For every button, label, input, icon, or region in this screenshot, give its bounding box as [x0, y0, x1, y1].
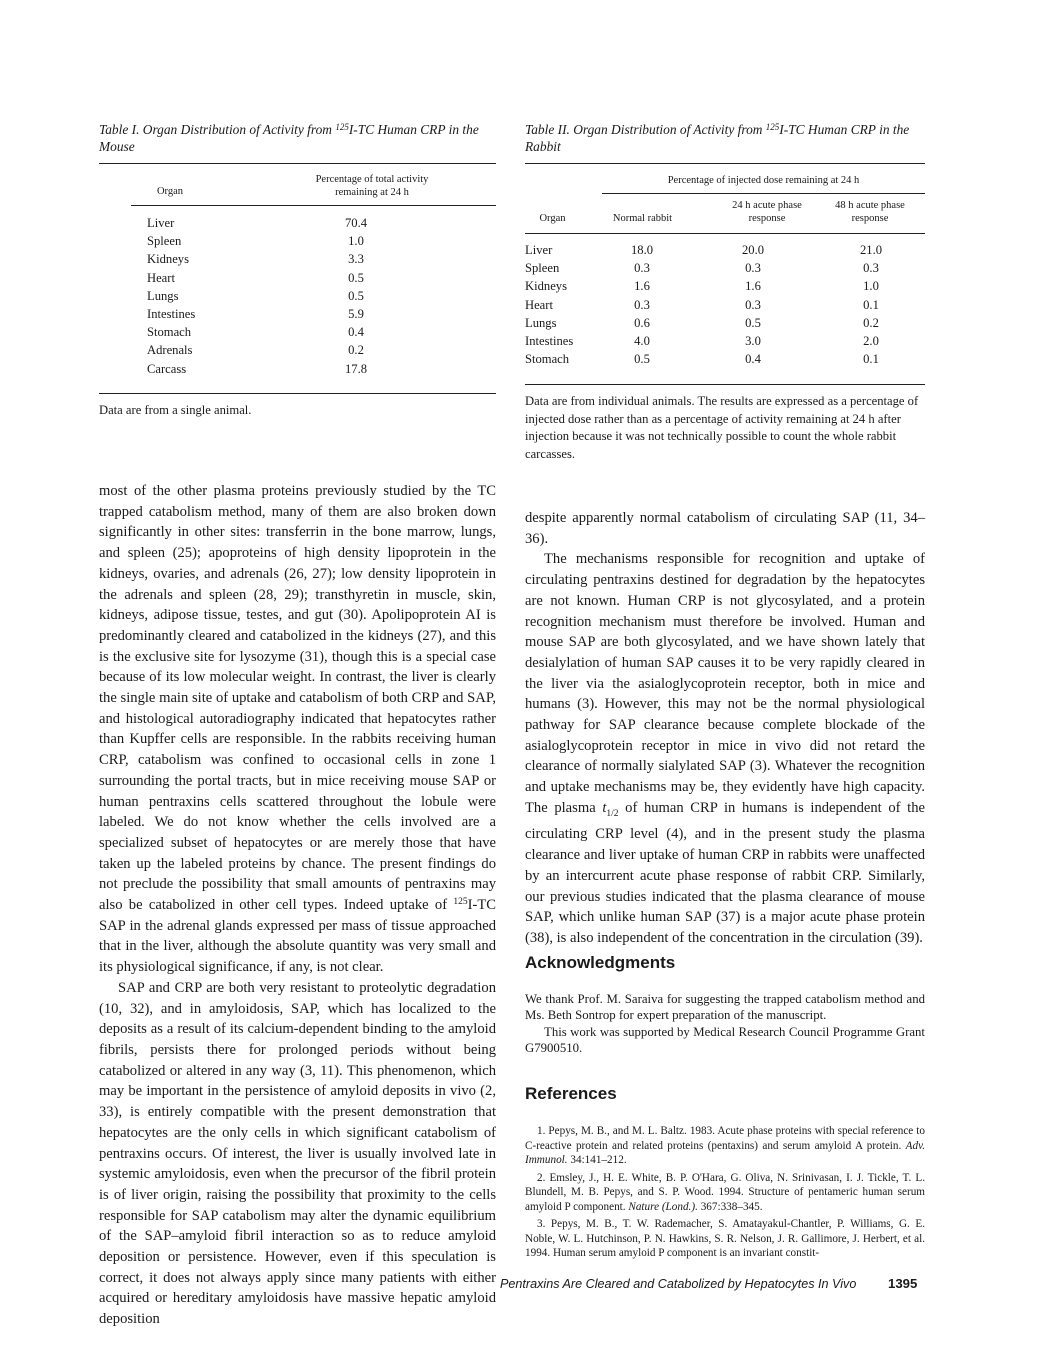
table-row: Carcass 17.8	[147, 361, 368, 376]
table-row: Kidneys 1.6 1.6 1.0	[525, 279, 879, 294]
table2-body	[525, 241, 908, 368]
references-heading: References	[525, 1084, 617, 1103]
table2-header-organ: Organ	[539, 213, 566, 224]
table2-caption: Table II. Organ Distribution of Activity from $^{125}$I-TC Human CRP in the Rabbit	[525, 122, 910, 154]
running-title: Pentraxins Are Cleared and Catabolized by Hepatocytes In Vivo	[500, 1277, 857, 1291]
table-row: Heart 0.3 0.3 0.1	[525, 297, 879, 312]
table1-footnote: Data are from a single animal.	[99, 403, 252, 417]
reference-item: 1. Pepys, M. B., and M. L. Baltz. 1983. Acute phase proteins with special reference to C-reactive protein and related proteins (pentaxins) and serum amyloid A protein. Adv. Immunol. 34:141–212.	[525, 1125, 925, 1166]
left-column-text	[99, 481, 496, 1330]
table2-header-24h: 24 h acute phase response	[732, 200, 802, 224]
table1-header-rule	[131, 205, 496, 206]
body-paragraph: SAP and CRP are both very resistant to proteolytic degradation (10, 32), and in amyloidosis, SAP, which has localized to the deposits as a result of its calcium-dependent binding to the amyloid fibrils, persists there for prolonged periods without being catabolized or altered in any way (3, 11). This phenomenon, which may be important in the persistence of amyloid deposits in vivo (2, 33), is entirely compatible with the present demonstration that hepatocytes are the only cells in which significant catabolism of pentraxins occurs. Of interest, the liver is usually involved late in systemic amyloidosis, even when the precursor of the fibril protein is of liver origin, raising the possibility that proximity to the cells responsible for SAP catabolism may alter the dynamic equilibrium of the SAP–amyloid fibril interaction so as to reduce amyloid deposition or persistence. However, even if this speculation is correct, it does not always apply since many patients with either acquired or hereditary amyloidosis have massive hepatic amyloid deposition	[99, 979, 496, 1328]
acknowledgments-text: We thank Prof. M. Saraiva for suggesting the trapped catabolism method and Ms. Beth Sontrop for expert preparation of the manuscript. This work was supported by Medical Research Council Programme Grant G7900510.	[525, 992, 925, 1055]
table2-group-rule	[602, 193, 925, 194]
reference-item: 2. Emsley, J., H. E. White, B. P. O'Hara, G. Oliva, N. Srinivasan, I. J. Tickle, T. L. Blundell, M. B. Pepys, and S. P. Wood. 1994. Structure of pentameric human serum amyloid P component. Nature (Lond.). 367:338–345.	[525, 1171, 925, 1213]
acknowledgments-heading: Acknowledgments	[525, 953, 676, 972]
body-paragraph: despite apparently normal catabolism of circulating SAP (11, 34–36).	[525, 510, 925, 547]
table1-top-rule	[99, 163, 496, 164]
table2-footnote: Data are from individual animals. The results are expressed as a percentage of injected dose rather than as a percentage of activity remaining at 24 h after injection because it was not technically possible to count the whole rabbit carcasses.	[525, 394, 919, 461]
right-column-text	[525, 508, 925, 949]
table1-caption: Table I. Organ Distribution of Activity from $^{125}$I-TC Human CRP in the Mouse	[99, 122, 479, 154]
table1-header-activity: Percentage of total activity remaining at 24 h	[315, 174, 429, 198]
table-row: Liver 70.4	[147, 216, 368, 230]
table2-top-rule	[525, 163, 925, 164]
table-row: Intestines 5.9	[147, 307, 364, 322]
table2-header-normal: Normal rabbit	[612, 213, 673, 224]
table-row: Kidneys 3.3	[147, 252, 364, 267]
references-list	[525, 1124, 925, 1264]
table2-bottom-rule	[525, 384, 925, 385]
table2-group-header: Percentage of injected dose remaining at 24 h	[667, 175, 860, 186]
table1-body	[147, 214, 385, 378]
table1-bottom-rule	[99, 393, 496, 394]
table1-header-organ: Organ	[156, 186, 184, 197]
table-row: Stomach 0.4	[147, 325, 364, 340]
table2-header-48h: 48 h acute phase response	[835, 200, 905, 224]
table-row: Heart 0.5	[147, 270, 364, 285]
table-row: Lungs 0.5	[147, 288, 364, 303]
table-row: Stomach 0.5 0.4 0.1	[525, 352, 879, 367]
table-row: Spleen 1.0	[147, 234, 364, 249]
table2-header-rule	[525, 233, 925, 234]
reference-item: 3. Pepys, M. B., T. W. Rademacher, S. Amatayakul-Chantler, P. Williams, G. E. Noble, W. L. Hutchinson, P. N. Hawkins, S. R. Nelson, J. R. Gallimore, J. Herbert, et al. 1994. Human serum amyloid P component is an invariant constit-	[525, 1218, 925, 1259]
body-paragraph: most of the other plasma proteins previously studied by the TC trapped catabolism method, many of them are also broken down significantly in other sites: transferrin in the bone marrow, lungs, and spleen (25); apoproteins of high density lipoprotein in the kidneys, ovaries, and adrenals (26, 27); low density lipoprotein in the adrenals and spleen (28, 29); transthyretin in muscle, skin, kidneys, adipose tissue, testes, and gut (30). Apolipoprotein AI is predominantly cleared and catabolized in the kidneys (27), and this is the exclusive site for lysozyme (31), though this is a special case because of its low molecular weight. In contrast, the liver is clearly the single main site of uptake and catabolism of both CRP and SAP, and histological autoradiography indicated that hepatocytes rather than Kupffer cells are responsible. In the rabbits receiving human CRP, catabolism was confined to occasional cells in zone 1 surrounding the portal tracts, but in mice receiving mouse SAP or human pentraxins cells scattered throughout the lobule were labeled. We do not know whether the cells involved are a specialized subset of hepatocytes or are merely those that have taken up the labeled proteins by chance. The present findings do not preclude the possibility that small amounts of pentraxins may also be catabolized in other cell types. Indeed uptake of $^{125}$I-TC SAP in the adrenal glands expressed per mass of tissue approached that in the liver, although the absolute quantity was very small and its physiological significance, if any, is not clear.	[99, 483, 496, 976]
table-row: Liver 18.0 20.0 21.0	[525, 243, 883, 257]
body-paragraph: The mechanisms responsible for recognition and uptake of circulating pentraxins destined for degradation by the hepatocytes are not known. Human CRP is not glycosylated, and a protein recognition mechanism must therefore be involved. Human and mouse SAP are both glycosylated, and we have shown lately that desialylation of human SAP causes it to be very rapidly cleared in the liver via the asialoglycoprotein receptor, both in mice and humans (3). However, this may not be the normal physiological pathway for SAP clearance because complete blockade of the asialoglycoprotein receptor in mice in vivo did not retard the clearance of normally sialylated SAP (3). Whatever the recognition and uptake mechanisms may be, they evidently have high capacity. The plasma $t_{1/2}$ of human CRP in humans is independent of the circulating CRP level (4), and in the present study the plasma clearance and liver uptake of human CRP in rabbits were unaffected by an intercurrent acute phase response of rabbit CRP. Similarly, our previous studies indicated that the plasma clearance of mouse SAP, which unlike human SAP (37) is a major acute phase protein (38), is also independent of the concentration in the circulation (39).	[525, 551, 925, 946]
table-row: Adrenals 0.2	[147, 343, 364, 358]
page-number: 1395	[888, 1276, 918, 1291]
table-row: Intestines 4.0 3.0 2.0	[525, 334, 879, 349]
table-row: Spleen 0.3 0.3 0.3	[525, 261, 879, 276]
table-row: Lungs 0.6 0.5 0.2	[525, 315, 879, 330]
